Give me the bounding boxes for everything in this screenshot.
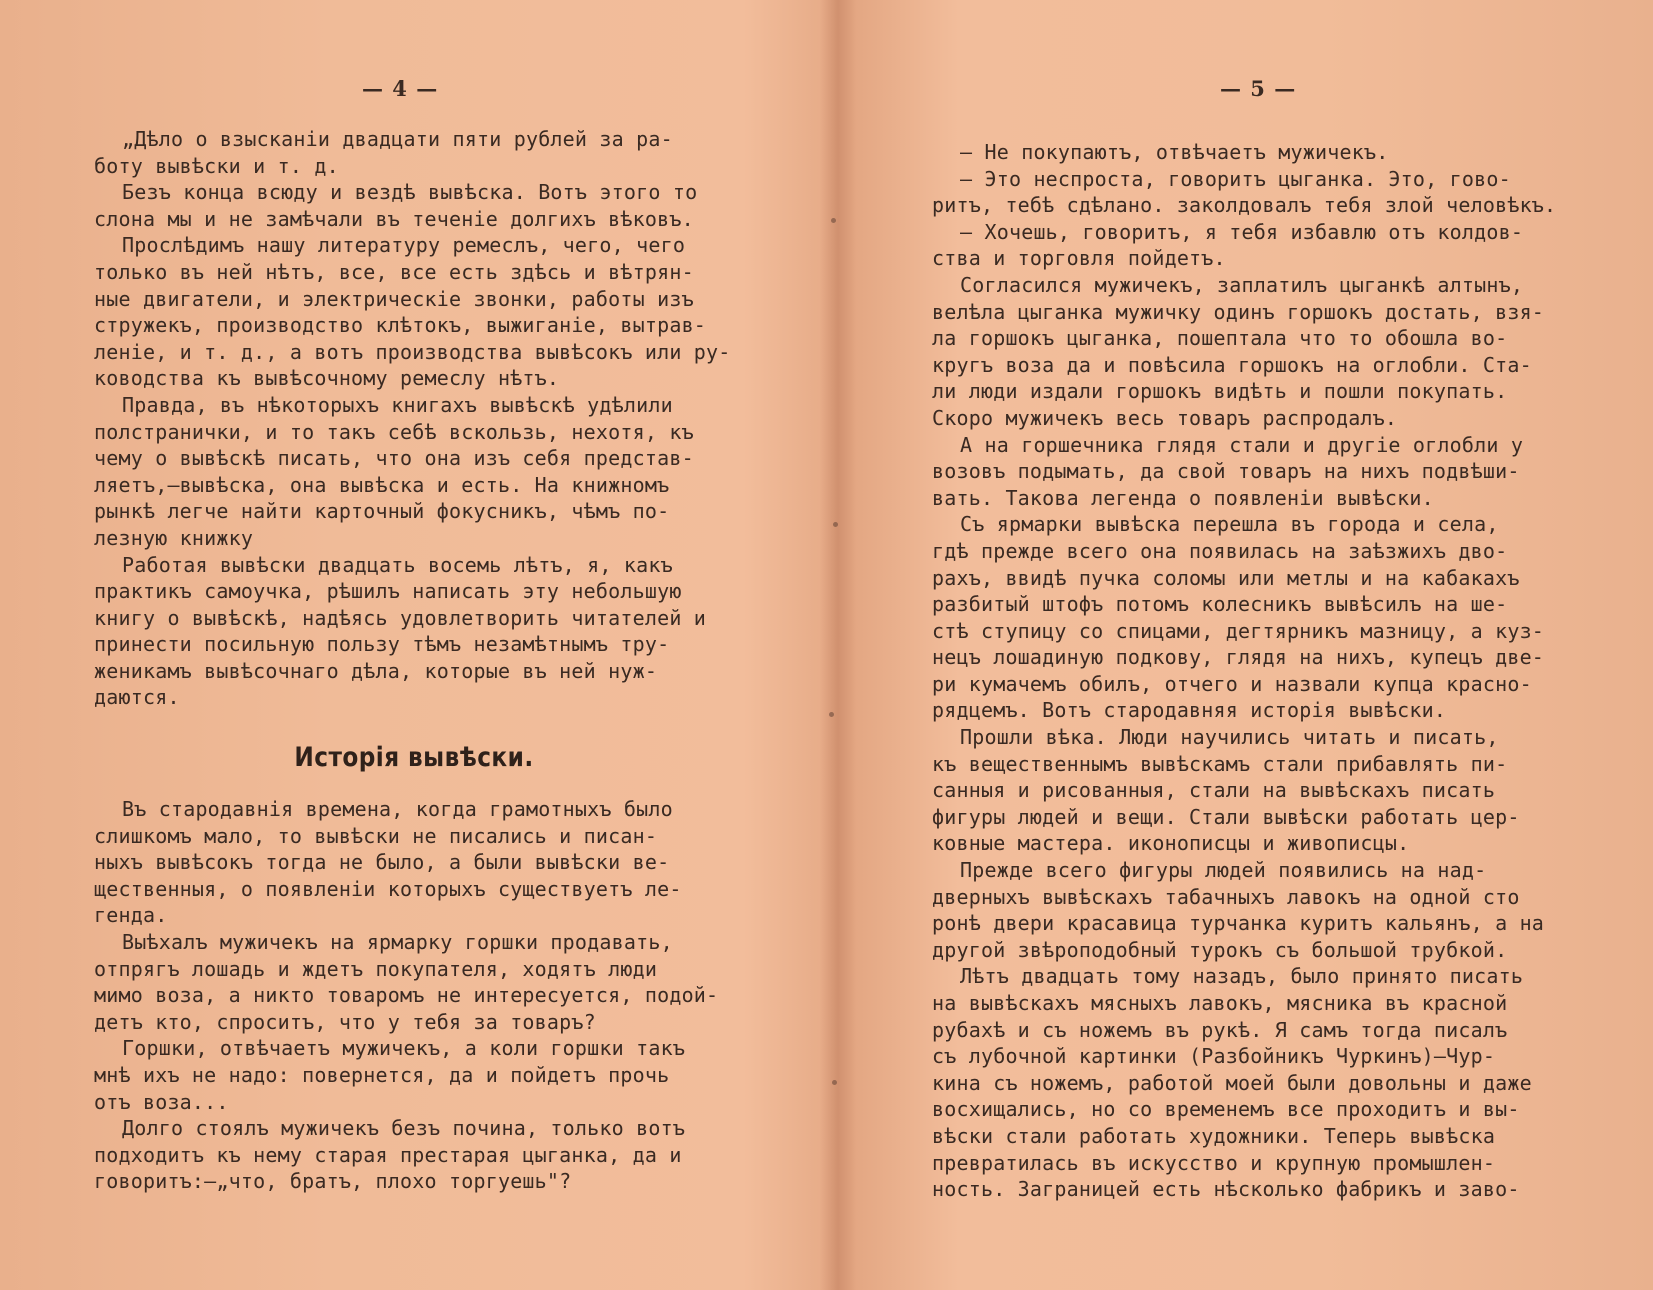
text-line: отъ воза...	[94, 1089, 229, 1114]
text-line: Скоро мужичекъ весь товаръ распродалъ.	[932, 405, 1398, 430]
text-line: дверныхъ вывѣскахъ табачныхъ лавокъ на одной сто	[932, 884, 1520, 909]
text-line: рахъ, ввидѣ пучка соломы или метлы и на кабакахъ	[932, 565, 1520, 590]
text-line: стѣ ступицу со спицами, дегтярникъ мазницу, а куз-	[932, 618, 1545, 643]
text-line: къ вещественнымъ вывѣскамъ стали прибавлять пи-	[932, 751, 1508, 776]
text-line: ри кумачемъ обилъ, отчего и назвали купца красно-	[932, 671, 1532, 696]
left-page	[0, 0, 826, 1290]
page-number: — 5 —	[1220, 76, 1297, 101]
text-line: генда.	[94, 903, 168, 928]
text-line: вѣски стали работать художники. Теперь вывѣска	[932, 1123, 1496, 1148]
text-line: женикамъ вывѣсочнаго дѣла, которые въ ней нуж-	[94, 658, 658, 683]
text-line: ронѣ двери красавица турчанка куритъ кальянъ, а на	[932, 911, 1545, 936]
text-line: кина съ ножемъ, работой моей были довольны и даже	[932, 1070, 1532, 1095]
text-line: ководства къ вывѣсочному ремеслу нѣтъ.	[94, 366, 560, 391]
text-line: Правда, въ нѣкоторыхъ книгахъ вывѣскѣ удѣлили	[122, 392, 673, 417]
text-line: книгу о вывѣскѣ, надѣясь удовлетворить читателей и	[94, 605, 707, 630]
text-line: — Не покупаютъ, отвѣчаетъ мужичекъ.	[960, 140, 1389, 164]
text-line: рубахѣ и съ ножемъ въ рукѣ. Я самъ тогда писалъ	[932, 1017, 1508, 1042]
text-line: — Хочешь, говоритъ, я тебя избавлю отъ колдов-	[960, 219, 1524, 244]
text-line: даются.	[94, 685, 180, 710]
text-line: полстранички, и то такъ себѣ вскользь, нехотя, къ	[94, 419, 694, 444]
text-line: ритъ, тебѣ сдѣлано. заколдовалъ тебя злой человѣкъ.	[932, 193, 1557, 218]
text-line: чему о вывѣскѣ писать, что она изъ себя представ-	[94, 446, 694, 471]
text-line: рынкѣ легче найти карточный фокусникъ, чѣмъ по-	[94, 499, 670, 524]
text-line: слишкомъ мало, то вывѣски не писались и писан-	[94, 823, 658, 848]
page-number: — 4 —	[362, 76, 439, 101]
text-line: Прослѣдимъ нашу литературу ремеслъ, чего, чего	[122, 233, 686, 258]
text-line: мимо воза, а никто товаромъ не интересуется, подой-	[94, 983, 719, 1008]
text-line: подходитъ къ нему старая престарая цыганка, да и	[94, 1142, 682, 1167]
text-line: ства и торговля пойдетъ.	[932, 246, 1226, 271]
text-line: ла горшокъ цыганка, пошептала что то обошла во-	[932, 326, 1508, 351]
text-line: на вывѣскахъ мясныхъ лавокъ, мясника въ красной	[932, 991, 1508, 1015]
text-line: рядцемъ. Вотъ стародавняя исторія вывѣски.	[932, 698, 1447, 723]
text-line: Горшки, отвѣчаетъ мужичекъ, а коли горшки такъ	[122, 1036, 686, 1061]
text-line: другой звѣроподобный турокъ съ большой трубкой.	[932, 937, 1508, 962]
binding-mark	[829, 712, 834, 717]
text-line: практикъ самоучка, рѣшилъ написать эту небольшую	[94, 579, 682, 604]
text-line: лезную книжку	[94, 525, 254, 550]
text-line: ляетъ,—вывѣска, она вывѣска и есть. На книжномъ	[94, 472, 670, 497]
text-line: — Это неспроста, говоритъ цыганка. Это, гово-	[960, 166, 1511, 191]
text-line: стружекъ, производство клѣтокъ, выжиганіе, вытрав-	[94, 313, 707, 338]
text-line: Въ стародавнія времена, когда грамотныхъ было	[122, 797, 673, 821]
text-line: ные двигатели, и электрическіе звонки, работы изъ	[94, 286, 694, 311]
text-line: „Дѣло о взысканіи двадцати пяти рублей за ра-	[122, 127, 673, 151]
text-line: Согласился мужичекъ, заплатилъ цыганкѣ алтынъ,	[960, 272, 1524, 297]
text-line: А на горшечника глядя стали и другіе оглобли у	[960, 432, 1524, 457]
text-line: леніе, и т. д., а вотъ производства вывѣсокъ или ру-	[94, 339, 731, 364]
text-line: фигуры людей и вещи. Стали вывѣски работать цер-	[932, 804, 1520, 829]
text-line: ность. Заграницей есть нѣсколько фабрикъ и заво-	[932, 1177, 1520, 1202]
text-line: говоритъ:—„что, братъ, плохо торгуешь"?	[94, 1169, 572, 1194]
text-line: съ лубочной картинки (Разбойникъ Чуркинъ)—Чур-	[932, 1044, 1496, 1069]
text-line: нецъ лошадиную подкову, глядя на нихъ, купецъ две-	[932, 645, 1545, 670]
text-line: детъ кто, спроситъ, что у тебя за товаръ?	[94, 1009, 596, 1034]
text-line: ныхъ вывѣсокъ тогда не было, а были вывѣски ве-	[94, 850, 670, 875]
binding-mark	[833, 522, 838, 527]
text-line: превратилась въ искусство и крупную промышлен-	[932, 1150, 1496, 1175]
text-line: разбитый штофъ потомъ колесникъ вывѣсилъ на ше-	[932, 592, 1508, 617]
text-line: кругъ воза да и повѣсила горшокъ на оглобли. Ста-	[932, 352, 1532, 377]
text-line: щественныя, о появленіи которыхъ существуетъ ле-	[94, 876, 682, 901]
right-page	[826, 0, 1653, 1290]
text-line: мнѣ ихъ не надо: повернется, да и пойдетъ прочь	[94, 1062, 670, 1087]
binding-mark	[832, 1080, 837, 1085]
text-line: принести посильную пользу тѣмъ незамѣтнымъ тру-	[94, 632, 670, 657]
text-line: слона мы и не замѣчали въ теченіе долгихъ вѣковъ.	[94, 206, 694, 231]
text-line: Прежде всего фигуры людей появились на над-	[960, 858, 1487, 883]
text-line: вать. Такова легенда о появленіи вывѣски.	[932, 485, 1434, 510]
text-line: ли люди издали горшокъ видѣть и пошли покупать.	[932, 379, 1508, 404]
text-line: возовъ подымать, да свой товаръ на нихъ подвѣши-	[932, 459, 1520, 484]
text-line: Выѣхалъ мужичекъ на ярмарку горшки продавать,	[122, 929, 673, 954]
text-block	[932, 139, 1572, 1203]
text-line: ковные мастера. иконописцы и живописцы.	[932, 831, 1410, 856]
text-line: Прошли вѣка. Люди научились читать и писать,	[960, 725, 1499, 750]
text-block-top	[94, 126, 734, 711]
text-line: Лѣтъ двадцать тому назадъ, было принято писать	[960, 964, 1524, 989]
text-line: боту вывѣски и т. д.	[94, 153, 339, 178]
text-line: только въ ней нѣтъ, все, все есть здѣсь и вѣтрян-	[94, 259, 694, 284]
text-line: восхищались, но со временемъ все проходитъ и вы-	[932, 1097, 1520, 1122]
text-line: санныя и рисованныя, стали на вывѣскахъ писать	[932, 778, 1496, 803]
text-block-bottom	[94, 796, 734, 1195]
text-line: Безъ конца всюду и вездѣ вывѣска. Вотъ этого то	[122, 180, 698, 205]
text-line: велѣла цыганка мужичку одинъ горшокъ достать, взя-	[932, 299, 1545, 324]
text-line: Долго стоялъ мужичекъ безъ почина, только вотъ	[122, 1116, 686, 1141]
text-line: Работая вывѣски двадцать восемь лѣтъ, я, какъ	[122, 552, 673, 577]
binding-mark	[831, 218, 836, 223]
text-line: отпрягъ лошадь и ждетъ покупателя, ходятъ люди	[94, 956, 658, 981]
text-line: Съ ярмарки вывѣска перешла въ города и села,	[960, 512, 1499, 537]
text-line: гдѣ прежде всего она появилась на заѣзжихъ дво-	[932, 538, 1508, 563]
section-heading: Исторія вывѣски.	[294, 742, 534, 773]
